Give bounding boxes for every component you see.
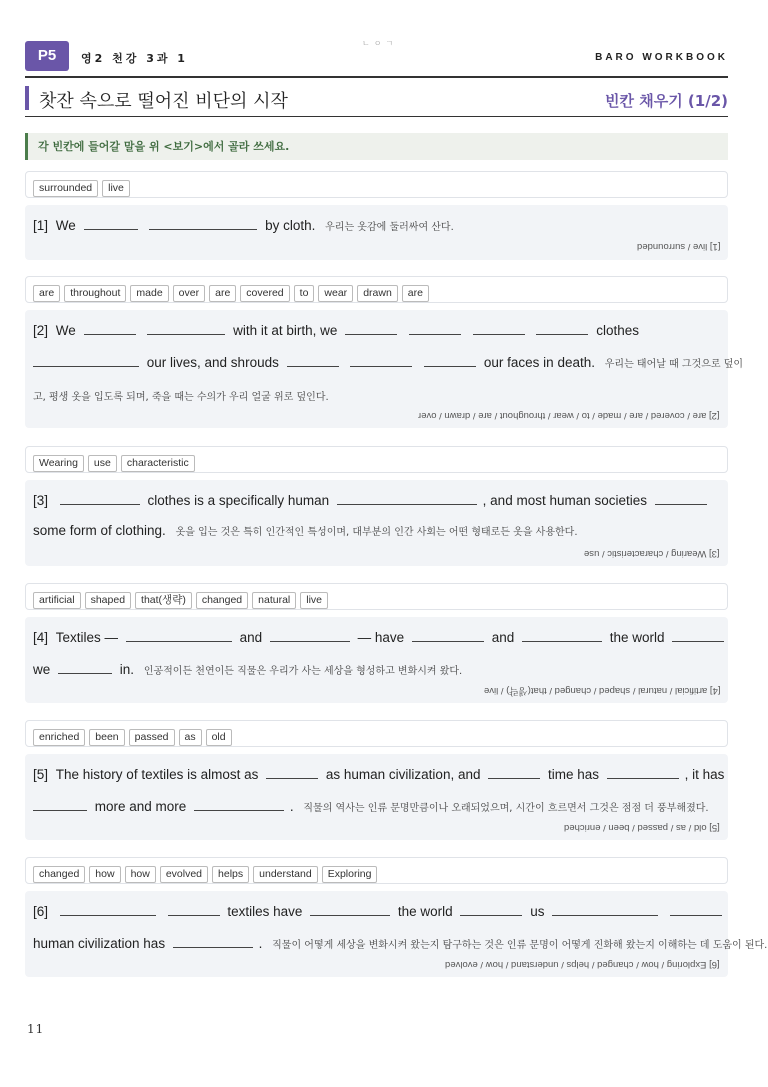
answer-blank[interactable] [473, 321, 525, 335]
question-box [25, 617, 728, 703]
header-mark: ㄴㅇㄱ [362, 39, 398, 48]
question-box [25, 310, 744, 428]
question-text: the world [397, 904, 453, 919]
answer-blank[interactable] [488, 765, 540, 779]
answer-blank[interactable] [345, 321, 397, 335]
word-chip: evolved [160, 866, 208, 883]
question-text: The history of textiles is almost as [55, 767, 259, 782]
answer-blank[interactable] [173, 934, 253, 948]
question-text: clothes [596, 323, 639, 338]
word-chip: are [209, 285, 236, 302]
page-title: 찻잔 속으로 떨어진 비단의 시작 [39, 91, 288, 112]
section-subtitle: 빈칸 채우기 (1/2) [605, 92, 728, 110]
word-bank [25, 857, 728, 884]
answer-blank[interactable] [552, 902, 658, 916]
question-text: and [239, 630, 263, 645]
question-number: [5] [33, 767, 49, 782]
word-chip: shaped [85, 592, 131, 609]
page-badge: P5 [25, 41, 69, 71]
korean-translation: 직물이 어떻게 세상을 변화시켜 왔는지 탐구하는 것은 인류 문명이 어떻게 진화해 왔는지 이해하는 데 도움이 된다. [272, 940, 768, 951]
korean-translation: 옷을 입는 것은 특히 인간적인 특성이며, 대부분의 인간 사회는 어떤 형태로든 옷을 사용한다. [175, 527, 578, 538]
question-text: textiles have [227, 904, 303, 919]
question-box [25, 205, 728, 260]
question-box [25, 480, 728, 566]
question-text: . [289, 799, 294, 814]
word-chip: use [88, 455, 117, 472]
word-chip: drawn [357, 285, 398, 302]
word-chip: passed [129, 729, 175, 746]
answer-blank[interactable] [126, 628, 232, 642]
word-chip: understand [253, 866, 318, 883]
answer-blank[interactable] [536, 321, 588, 335]
question-number: [3] [33, 493, 49, 508]
word-chip: changed [196, 592, 248, 609]
answer-blank[interactable] [60, 491, 140, 505]
word-chip: how [125, 866, 156, 883]
word-chip: are [402, 285, 429, 302]
question-text: — have [357, 630, 405, 645]
word-chip: characteristic [121, 455, 195, 472]
korean-translation: 우리는 옷감에 둘러싸여 산다. [325, 222, 454, 233]
answer-blank[interactable] [350, 353, 412, 367]
question-text: as human civilization, and [325, 767, 481, 782]
word-chip: Wearing [33, 455, 84, 472]
question-text: us [530, 904, 545, 919]
answer-blank[interactable] [672, 628, 724, 642]
question-number: [2] [33, 323, 49, 338]
korean-translation: 우리는 태어날 때 그것으로 덮이 [604, 359, 744, 370]
answer-blank[interactable] [310, 902, 390, 916]
word-chip: surrounded [33, 180, 98, 197]
page-number: 11 [27, 1022, 45, 1036]
answer-blank[interactable] [655, 491, 707, 505]
question-text: , it has [684, 767, 725, 782]
question-text: clothes is a specifically human [147, 493, 330, 508]
word-chip: old [206, 729, 232, 746]
page-header [25, 40, 728, 78]
title-row [25, 84, 728, 117]
answer-blank[interactable] [266, 765, 318, 779]
korean-translation: 직물의 역사는 인류 문명만큼이나 오래되었으며, 시간이 흐르면서 그것은 점점 더 풍부해졌다. [303, 803, 709, 814]
answer-blank[interactable] [33, 797, 87, 811]
word-bank [25, 276, 728, 303]
answer-blank[interactable] [149, 216, 257, 230]
word-chip: changed [33, 866, 85, 883]
answer-blank[interactable] [522, 628, 602, 642]
answer-blank[interactable] [460, 902, 522, 916]
word-chip: wear [318, 285, 353, 302]
answer-blank[interactable] [412, 628, 484, 642]
word-chip: live [300, 592, 328, 609]
question-text: We [55, 218, 76, 233]
word-bank [25, 583, 728, 610]
question-line [33, 797, 709, 814]
question-text: our faces in death. [483, 355, 595, 370]
word-bank [25, 171, 728, 198]
word-chip: covered [240, 285, 289, 302]
word-chip: how [89, 866, 120, 883]
answer-key: [2] are / covered / are / made / to / wear / throughout / are / drawn / over [418, 410, 720, 421]
answer-key: [1] live / surrounded [636, 241, 720, 252]
question-text: the world [609, 630, 665, 645]
answer-blank[interactable] [84, 216, 138, 230]
answer-key: [4] artificial / natural / shaped / changed / that(생략) / live [483, 685, 720, 696]
answer-blank[interactable] [33, 353, 139, 367]
question-number: [1] [33, 218, 49, 233]
korean-translation: 인공적이든 천연이든 직물은 우리가 사는 세상을 형성하고 변화시켜 왔다. [143, 666, 463, 677]
answer-blank[interactable] [194, 797, 284, 811]
answer-blank[interactable] [60, 902, 156, 916]
question-text: more and more [94, 799, 187, 814]
question-text: our lives, and shrouds [146, 355, 279, 370]
instruction-box: 각 빈칸에 들어갈 말을 위 <보기>에서 골라 쓰세요. [25, 133, 728, 160]
question-line [33, 660, 462, 677]
answer-key: [3] Wearing / characteristic / use [584, 548, 720, 559]
brand-label: BARO WORKBOOK [595, 52, 728, 63]
answer-blank[interactable] [84, 321, 136, 335]
question-text: . [258, 936, 263, 951]
question-text: human civilization has [33, 936, 166, 951]
word-chip: as [179, 729, 202, 746]
answer-blank[interactable] [147, 321, 225, 335]
word-chip: that(생략) [135, 592, 192, 609]
question-text: Textiles — [55, 630, 119, 645]
question-text: We [55, 323, 76, 338]
question-text: we [33, 662, 51, 677]
word-bank [25, 720, 728, 747]
word-chip: Exploring [322, 866, 378, 883]
answer-key: [6] Exploring / how / changed / helps / understand / how / evolved [445, 959, 720, 970]
word-chip: over [173, 285, 205, 302]
answer-blank[interactable] [670, 902, 722, 916]
question-box [25, 754, 728, 840]
answer-key: [5] old / as / passed / been / enriched [564, 822, 720, 833]
question-line [33, 491, 711, 508]
word-chip: been [89, 729, 124, 746]
question-text: with it at birth, we [233, 323, 338, 338]
word-chip: artificial [33, 592, 81, 609]
answer-blank[interactable] [337, 491, 477, 505]
answer-blank[interactable] [287, 353, 339, 367]
word-chip: throughout [64, 285, 126, 302]
word-chip: live [102, 180, 130, 197]
title-accent-bar [25, 86, 29, 110]
word-chip: helps [212, 866, 249, 883]
word-chip: enriched [33, 729, 85, 746]
question-line [33, 321, 639, 338]
question-text: some form of clothing. [33, 523, 166, 538]
answer-blank[interactable] [58, 660, 112, 674]
question-line [33, 902, 726, 919]
word-chip: made [130, 285, 168, 302]
question-line [33, 216, 454, 233]
question-line [33, 765, 724, 782]
answer-blank[interactable] [270, 628, 350, 642]
word-chip: natural [252, 592, 296, 609]
question-text: time has [548, 767, 600, 782]
word-chip: are [33, 285, 60, 302]
question-text: by cloth. [265, 218, 316, 233]
word-bank [25, 446, 728, 473]
answer-blank[interactable] [409, 321, 461, 335]
word-chip: to [294, 285, 315, 302]
question-line [33, 523, 578, 538]
question-text: and [491, 630, 515, 645]
question-text: in. [119, 662, 135, 677]
question-text: , and most human societies [482, 493, 648, 508]
answer-blank[interactable] [424, 353, 476, 367]
answer-blank[interactable] [168, 902, 220, 916]
question-number: [4] [33, 630, 49, 645]
question-line [33, 934, 767, 951]
question-line [33, 628, 728, 645]
answer-blank[interactable] [607, 765, 679, 779]
question-number: [6] [33, 904, 49, 919]
question-box [25, 891, 768, 977]
question-line [33, 353, 743, 370]
korean-translation: 고, 평생 옷을 입도록 되며, 죽을 때는 수의가 우리 얼굴 위로 덮인다. [33, 392, 329, 403]
course-label: 영2 천강 3과 1 [81, 52, 188, 65]
